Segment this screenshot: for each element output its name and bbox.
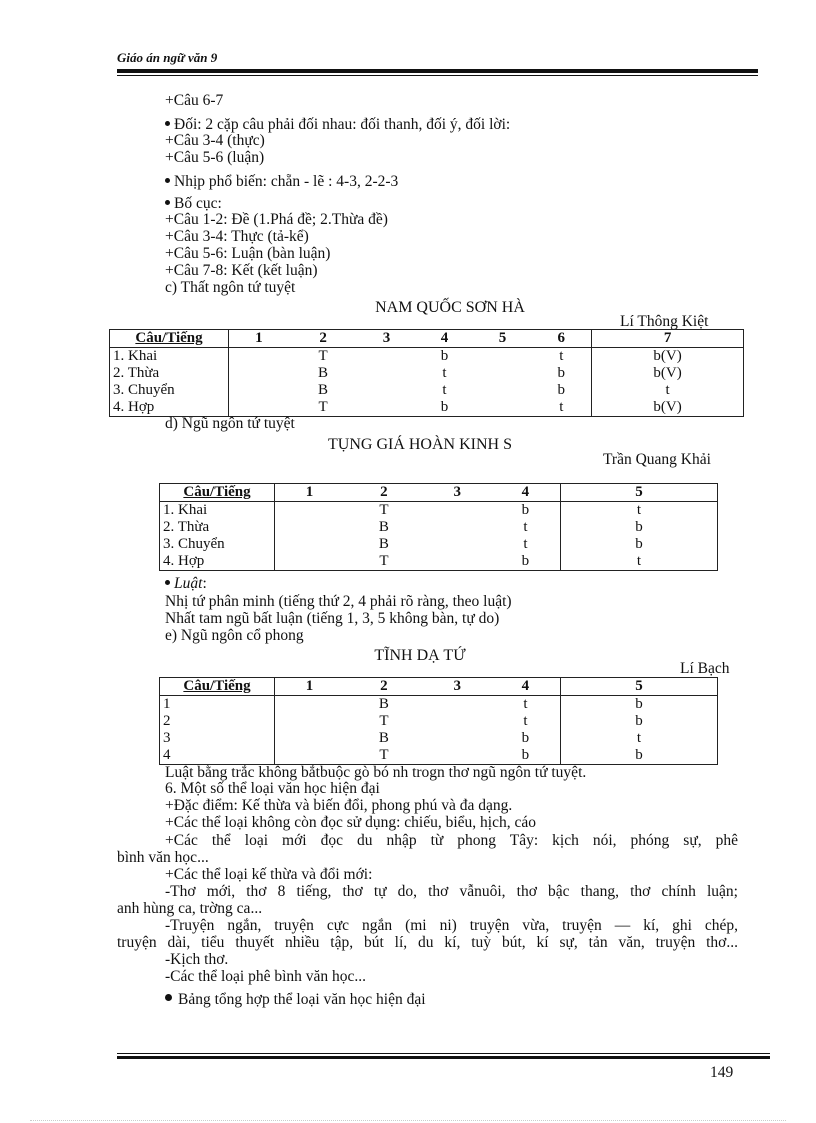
table-cell: 1. Khai — [160, 502, 275, 520]
table-cell: t — [592, 382, 744, 399]
text-line: Luật bằng trắc không bắtbuộc gò bó nh trogn thơ ngũ ngôn tứ tuyệt. — [165, 764, 587, 781]
table-cell — [357, 382, 415, 399]
bullet-icon — [165, 200, 170, 205]
table-cell: b — [491, 553, 561, 571]
table-header-cell: Câu/Tiếng — [160, 484, 275, 502]
footer-rule-thin — [117, 1053, 770, 1054]
table-cell: b — [557, 382, 566, 398]
table-cell: T — [379, 502, 389, 518]
table-cell — [275, 696, 345, 714]
poem-author: Lí Bạch — [680, 660, 730, 677]
table-cell — [424, 713, 491, 730]
table-cell — [229, 365, 289, 382]
table-cell: B — [378, 696, 389, 712]
table-cell: 2 — [160, 713, 275, 730]
table-row — [110, 348, 744, 366]
page-edge — [30, 1120, 786, 1121]
table-cell: 1. Khai — [110, 348, 229, 366]
table-cell — [275, 519, 345, 536]
table-cell — [275, 747, 345, 765]
table-cell: B — [318, 382, 329, 398]
table-row — [160, 536, 718, 553]
table-cell: 3. Chuyển — [160, 536, 275, 553]
table-row — [160, 696, 718, 714]
bullet-icon — [165, 121, 170, 126]
table-cell: b — [561, 536, 718, 553]
table-header-cell: 2 — [344, 678, 424, 696]
table-cell — [473, 348, 531, 366]
table-cell: b — [557, 365, 566, 381]
table-row — [160, 730, 718, 747]
footer-rule-thick — [117, 1056, 770, 1059]
table-cell: b — [561, 713, 718, 730]
text-line: truyện dài, tiểu thuyết nhiều tập, bút lí, du kí, tuỳ bút, kí sự, tản văn, truyện thơ... — [117, 934, 738, 951]
bullet-icon — [165, 994, 172, 1001]
poem-title: TỤNG GIÁ HOÀN KINH S — [328, 436, 512, 453]
table-cell — [357, 399, 415, 417]
text-line: +Đặc điểm: Kế thừa và biến đổi, phong phú và đa dạng. — [165, 797, 513, 814]
table-cell: t — [442, 382, 447, 398]
header-rule-thick — [117, 69, 758, 73]
table-header-cell: 2 — [344, 484, 424, 502]
text-line: Nhị tứ phân minh (tiếng thứ 2, 4 phải rõ ràng, theo luật) — [165, 593, 512, 610]
table-cell — [357, 348, 415, 366]
table-cell: b(V) — [592, 365, 744, 382]
table-cell: B — [378, 536, 389, 552]
text-line: +Các thể loại mới đọc du nhập từ phong Tây: kịch nói, phóng sự, phê — [165, 832, 738, 849]
table-row — [160, 502, 718, 520]
header-rule-thin — [117, 75, 758, 76]
table-cell: T — [289, 399, 358, 417]
poem-table — [109, 329, 744, 417]
text-line: Nhịp phổ biến: chẵn - lẽ : 4-3, 2-2-3 — [165, 173, 398, 190]
table-header-cell: 3 — [357, 330, 415, 348]
table-cell: t — [523, 713, 528, 729]
table-cell: t — [531, 399, 591, 417]
table-cell — [229, 348, 289, 366]
table-header-cell: 3 — [424, 484, 491, 502]
table-row — [160, 519, 718, 536]
table-cell: 3 — [160, 730, 275, 747]
table-header-cell: Câu/Tiếng — [160, 678, 275, 696]
table-cell: B — [378, 730, 389, 746]
text-line: Đối: 2 cặp câu phải đối nhau: đối thanh, đối ý, đối lời: — [165, 116, 510, 133]
table-cell: b — [415, 399, 473, 417]
poem-title: TĨNH DẠ TỨ — [374, 647, 466, 664]
table-cell: b(V) — [592, 399, 744, 417]
poem-author: Lí Thông Kiệt — [620, 313, 709, 330]
table-cell: b — [491, 747, 561, 765]
text-line: -Kịch thơ. — [165, 951, 229, 968]
table-cell — [424, 519, 491, 536]
poem-table — [159, 677, 718, 765]
table-header-cell: 6 — [531, 330, 591, 348]
text-line: Luật: — [165, 575, 207, 592]
table-header-cell: 4 — [491, 678, 561, 696]
table-header-cell: Câu/Tiếng — [110, 330, 229, 348]
table-header-row — [110, 330, 744, 348]
text-line: -Truyện ngắn, truyện cực ngắn (mi ni) truyện vừa, truyện — kí, ghi chép, — [165, 917, 738, 934]
poem-table — [159, 483, 718, 571]
table-cell: B — [378, 519, 389, 535]
section-heading: c) Thất ngôn tứ tuyệt — [165, 279, 296, 296]
table-cell: 2. Thừa — [110, 365, 229, 382]
table-cell: 4 — [160, 747, 275, 765]
text-line: +Câu 3-4 (thực) — [165, 132, 265, 149]
table-cell — [357, 365, 415, 382]
table-cell: B — [318, 365, 329, 381]
table-cell: b — [521, 730, 530, 746]
text-line: +Các thể loại kế thừa và đổi mới: — [165, 866, 373, 883]
table-header-row — [160, 484, 718, 502]
text-line: +Câu 5-6 (luận) — [165, 149, 265, 166]
table-header-cell: 5 — [473, 330, 531, 348]
table-cell — [229, 382, 289, 399]
table-row — [160, 713, 718, 730]
bullet-icon — [165, 580, 170, 585]
header-title: Giáo án ngữ văn 9 — [117, 50, 218, 65]
text-line: anh hùng ca, trờng ca... — [117, 900, 263, 917]
table-cell — [424, 747, 491, 765]
table-cell: T — [379, 713, 389, 729]
table-cell: 4. Hợp — [110, 399, 229, 417]
table-header-cell: 7 — [592, 330, 744, 348]
table-row — [160, 747, 718, 765]
table-cell: t — [561, 730, 718, 747]
table-cell: b(V) — [592, 348, 744, 366]
table-row — [110, 382, 744, 399]
table-cell: t — [523, 519, 528, 535]
text-line: +Câu 6-7 — [165, 92, 224, 109]
table-header-cell: 5 — [561, 484, 718, 502]
table-cell — [424, 553, 491, 571]
table-cell: T — [318, 348, 328, 364]
table-cell: t — [523, 536, 528, 552]
table-cell: b — [521, 502, 530, 518]
table-cell — [424, 696, 491, 714]
table-header-cell: 1 — [275, 484, 345, 502]
table-cell: t — [561, 553, 718, 571]
page-number: 149 — [710, 1064, 734, 1081]
text-line: +Câu 7-8: Kết (kết luận) — [165, 262, 318, 279]
table-cell — [275, 553, 345, 571]
table-cell: t — [442, 365, 447, 381]
text-line: +Các thể loại không còn đọc sử dụng: chiếu, biểu, hịch, cáo — [165, 814, 536, 831]
text-line: Bảng tổng hợp thể loại văn học hiện đại — [165, 991, 426, 1008]
text-line: bình văn học... — [117, 849, 209, 866]
text-line: +Câu 5-6: Luận (bàn luận) — [165, 245, 331, 262]
table-cell: b — [561, 747, 718, 765]
table-header-cell: 4 — [491, 484, 561, 502]
table-cell: t — [559, 348, 564, 364]
table-cell — [229, 399, 289, 417]
table-cell: 4. Hợp — [160, 553, 275, 571]
table-header-cell: 1 — [229, 330, 289, 348]
table-row — [160, 553, 718, 571]
table-cell: t — [561, 502, 718, 520]
section-heading: 6. Một số thể loại văn học hiện đại — [165, 780, 380, 797]
table-cell: b — [440, 348, 449, 364]
table-cell: 1 — [160, 696, 275, 714]
table-cell — [424, 536, 491, 553]
table-header-cell: 5 — [561, 678, 718, 696]
text-line: +Câu 3-4: Thực (tả-kể) — [165, 228, 309, 245]
section-heading: d) Ngũ ngôn tứ tuyệt — [165, 415, 295, 432]
table-header-cell: 2 — [289, 330, 358, 348]
table-cell: t — [523, 696, 528, 712]
table-header-cell: 1 — [275, 678, 345, 696]
table-cell: 3. Chuyển — [110, 382, 229, 399]
text-line: Bố cục: — [165, 195, 222, 212]
table-cell: T — [344, 747, 424, 765]
text-line: +Câu 1-2: Đề (1.Phá đề; 2.Thừa đề) — [165, 211, 388, 228]
table-row — [110, 365, 744, 382]
table-cell — [275, 536, 345, 553]
table-cell — [473, 382, 531, 399]
poem-title: NAM QUỐC SƠN HÀ — [375, 299, 525, 316]
table-cell — [473, 399, 531, 417]
table-cell: T — [344, 553, 424, 571]
table-cell — [275, 502, 345, 520]
text-line: Nhất tam ngũ bất luận (tiếng 1, 3, 5 không bàn, tự do) — [165, 610, 500, 627]
text-line: -Thơ mới, thơ 8 tiếng, thơ tự do, thơ vẫnuôi, thơ bậc thang, thơ chính luận; — [165, 883, 738, 900]
bullet-icon — [165, 178, 170, 183]
poem-author: Trần Quang Khải — [603, 451, 711, 468]
table-cell — [473, 365, 531, 382]
table-cell: b — [561, 696, 718, 714]
table-cell — [424, 730, 491, 747]
table-cell — [275, 713, 345, 730]
text-line: -Các thể loại phê bình văn học... — [165, 968, 367, 985]
table-header-cell: 4 — [415, 330, 473, 348]
table-cell: 2. Thừa — [160, 519, 275, 536]
table-header-row — [160, 678, 718, 696]
table-header-cell: 3 — [424, 678, 491, 696]
table-cell: b — [561, 519, 718, 536]
table-cell — [275, 730, 345, 747]
section-heading: e) Ngũ ngôn cổ phong — [165, 627, 304, 644]
table-row — [110, 399, 744, 417]
table-cell — [424, 502, 491, 520]
